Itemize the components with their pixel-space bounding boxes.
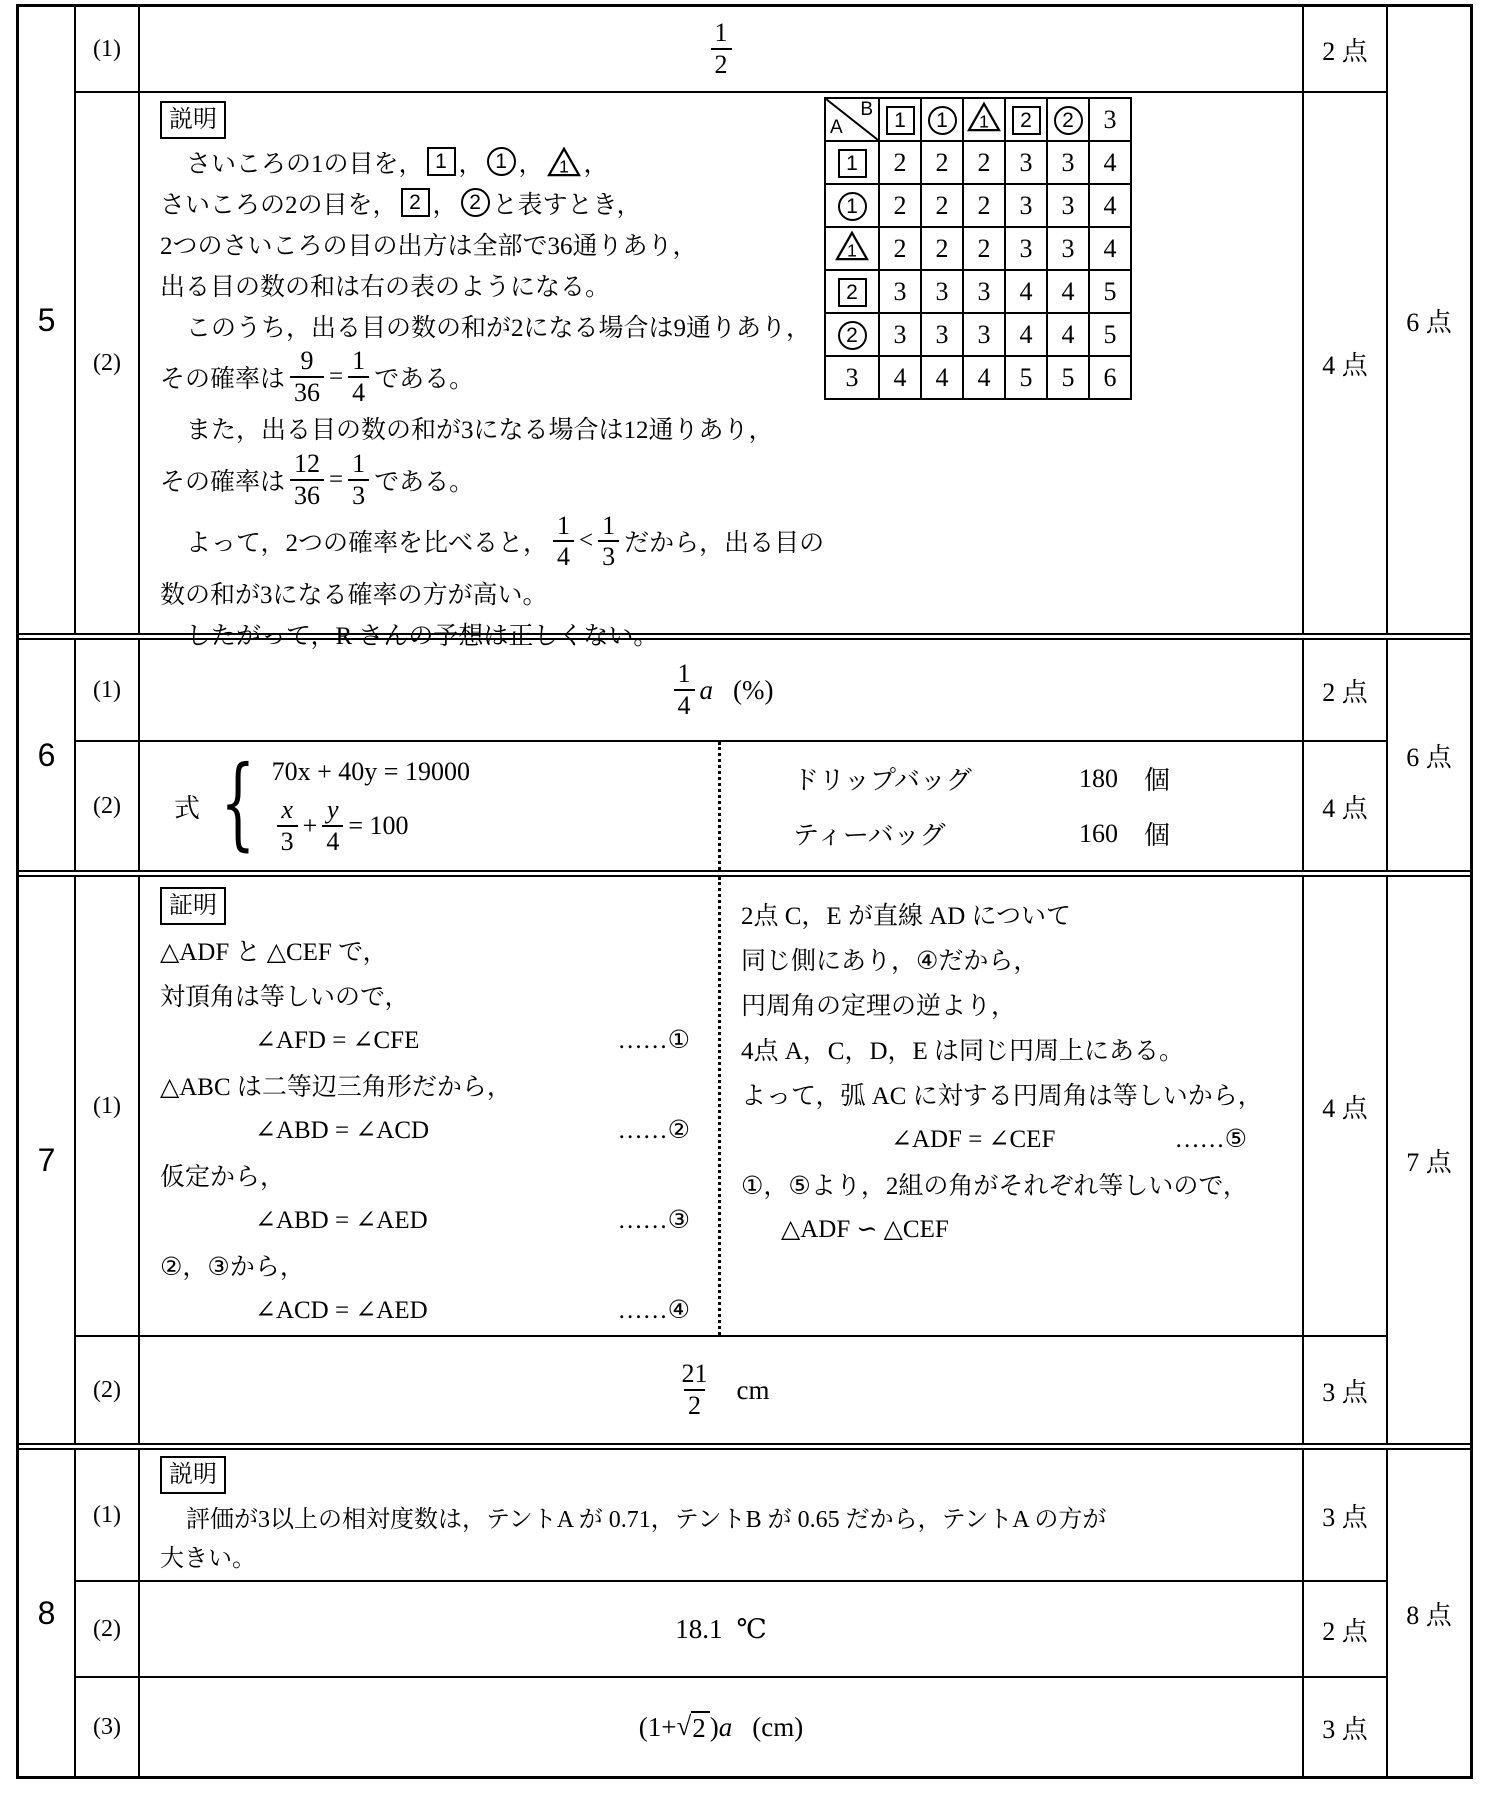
- proof-line: △ADF ∽ △CEF: [781, 1215, 949, 1243]
- dice-value-cell: 3: [921, 270, 963, 313]
- problem-number: 6: [19, 640, 76, 870]
- triangle-1-icon: [547, 146, 581, 177]
- problem-8-part-3-row: [76, 1676, 1386, 1776]
- dice-header-cell: [921, 98, 963, 141]
- dice-header-cell: 3: [1089, 98, 1131, 141]
- boxed-2-icon: 2: [401, 188, 430, 217]
- dice-value-cell: 4: [879, 356, 921, 399]
- unit-label: (%): [733, 674, 774, 705]
- dice-value-cell: 5: [1089, 313, 1131, 356]
- part-label: (1): [76, 1450, 140, 1580]
- dice-value-cell: 3: [1047, 227, 1089, 270]
- problem-5-part-2-row: [76, 91, 1386, 650]
- dice-value-cell: 3: [963, 270, 1005, 313]
- proof-line: 4点 A，C，D，E は同じ円周上にある。: [741, 1037, 1185, 1065]
- text-line: その確率は $\frac{12}{36}$ = $\frac{1}{3}$ である。: [160, 448, 475, 510]
- answer-pair: ティーバッグ 160 個: [793, 818, 1171, 850]
- text-line: 大きい。: [160, 1545, 256, 1572]
- equation-line: $\frac{x}{3}$ + $\frac{y}{4}$ = 100: [272, 795, 470, 857]
- proof-line: よって，弧 AC に対する円周角は等しいから，: [741, 1082, 1263, 1110]
- dice-value-cell: 3: [879, 270, 921, 313]
- dice-header-cell: [1047, 98, 1089, 141]
- points-cell: 2 点: [1302, 640, 1386, 740]
- dice-value-cell: 4: [1005, 270, 1047, 313]
- points-cell: 3 点: [1302, 1678, 1386, 1776]
- dice-row-header: [825, 313, 879, 356]
- dice-value-cell: 2: [879, 141, 921, 184]
- equation-ref: ……⑤: [1174, 1125, 1247, 1153]
- circled-2-icon: 2: [838, 321, 867, 350]
- boxed-1-icon: 1: [838, 149, 867, 178]
- part-label: (2): [76, 1337, 140, 1443]
- dice-value-cell: 4: [1047, 270, 1089, 313]
- boxed-2-icon: 2: [838, 278, 867, 307]
- fraction: $\frac{12}{36}$: [290, 449, 324, 511]
- dice-value-cell: 3: [1047, 141, 1089, 184]
- equation-line: ∠ACD = ∠AED ……④: [160, 1287, 718, 1332]
- dice-value-cell: 4: [1005, 313, 1047, 356]
- problem-5-main: [76, 7, 1386, 650]
- brace-icon: {: [220, 743, 256, 861]
- equation-line: ∠ABD = ∠AED ……③: [160, 1197, 718, 1242]
- square-root: √ 2: [676, 1711, 709, 1744]
- svg-text:1: 1: [979, 110, 989, 131]
- triangle-1-icon: [835, 230, 869, 261]
- equation-line: ∠AFD = ∠CFE ……①: [160, 1017, 718, 1062]
- fraction: $\frac{1}{2}$: [711, 18, 732, 80]
- dice-row: [825, 141, 1131, 184]
- problem-7-main: [76, 877, 1386, 1443]
- proof-right-column: [721, 877, 1302, 1335]
- answer-value: 18.1: [675, 1613, 723, 1644]
- dice-row: [825, 270, 1131, 313]
- text-line: 出る目の数の和は右の表のようになる。: [160, 273, 611, 301]
- proof-line: 2点 C，E が直線 AD について: [741, 902, 1072, 930]
- answer-cell: (1+ √ 2 ) a (cm): [638, 1710, 804, 1743]
- dice-value-cell: 3: [1047, 184, 1089, 227]
- problem-7-part-2-row: [76, 1335, 1386, 1443]
- part-label: (1): [76, 640, 140, 740]
- equation-ref: ……③: [617, 1206, 690, 1234]
- problem-8-block: [19, 1443, 1470, 1776]
- answer-cell: [140, 1582, 1302, 1676]
- dice-row-header: 3: [825, 356, 879, 399]
- problem-number: 8: [19, 1450, 76, 1776]
- problem-6-main: [76, 640, 1386, 870]
- problem-5-block: [19, 7, 1470, 650]
- answer-pair: ドリップバッグ 180 個: [793, 763, 1171, 795]
- proof-tag: 証明: [160, 887, 226, 925]
- equation-label: 式: [174, 793, 201, 823]
- dice-axis-b-label: B: [860, 99, 873, 120]
- text-line: よって，2つの確率を比べると， $\frac{1}{4}$ < $\frac{1}{3}$ だから，出る目の: [186, 510, 825, 572]
- problem-8-part-1-row: [76, 1450, 1386, 1580]
- variable: a: [699, 674, 713, 705]
- text-line: また，出る目の数の和が3になる場合は12通りあり，: [186, 417, 774, 445]
- dice-value-cell: 5: [1047, 356, 1089, 399]
- dice-corner-cell: [825, 98, 879, 141]
- part-label: (3): [76, 1678, 140, 1776]
- text-line: したがって，R さんの予想は正しくない。: [186, 622, 659, 650]
- fraction: $\frac{1}{3}$: [348, 449, 369, 511]
- problem-6-block: [19, 633, 1470, 870]
- dice-value-cell: 4: [963, 356, 1005, 399]
- dice-row-header: [825, 184, 879, 227]
- proof-line: 円周角の定理の逆より，: [741, 992, 1017, 1020]
- proof-line: ①，⑤より，2組の角がそれぞれ等しいので，: [741, 1172, 1248, 1200]
- dice-row: [825, 356, 1131, 399]
- equation-ref: ……②: [617, 1116, 690, 1144]
- dice-value-cell: 2: [963, 227, 1005, 270]
- problem-7-block: [19, 870, 1470, 1443]
- variable: a: [718, 1711, 733, 1742]
- part-label: (2): [76, 93, 140, 633]
- points-cell: 4 点: [1302, 93, 1386, 633]
- dice-value-cell: 4: [1089, 141, 1131, 184]
- circled-2-icon: 2: [461, 188, 490, 217]
- equation-ref: ……①: [617, 1026, 690, 1054]
- dice-value-cell: 2: [921, 141, 963, 184]
- triangle-1-icon: [967, 101, 1001, 132]
- problem-number: 5: [19, 7, 76, 633]
- proof-left-column: [140, 877, 721, 1335]
- dice-sum-table: [824, 97, 1132, 400]
- fraction: $\frac{y}{4}$: [322, 795, 343, 857]
- dice-value-cell: 2: [963, 184, 1005, 227]
- circled-1-icon: 1: [487, 147, 516, 176]
- text-line: 2つのさいころの目の出方は全部で36通りあり，: [160, 232, 698, 260]
- dice-value-cell: 2: [879, 227, 921, 270]
- dice-value-cell: 4: [1089, 227, 1131, 270]
- answer-cell: [140, 7, 1302, 91]
- dice-header-cell: [963, 98, 1005, 141]
- boxed-2-icon: 2: [1012, 106, 1041, 135]
- total-points-cell: 7 点: [1386, 877, 1470, 1443]
- dice-value-cell: 3: [1005, 141, 1047, 184]
- problem-number: 7: [19, 877, 76, 1443]
- answer-cell: [140, 640, 1302, 740]
- text-line: このうち，出る目の数の和が2になる場合は9通りあり，: [186, 314, 812, 342]
- fraction: $\frac{1}{4}$: [348, 346, 369, 408]
- fraction: $\frac{1}{3}$: [598, 511, 619, 573]
- proof-line: △ADF と △CEF で，: [160, 938, 388, 966]
- fraction: $\frac{x}{3}$: [277, 795, 298, 857]
- dice-value-cell: 2: [963, 141, 1005, 184]
- dice-row: [825, 227, 1131, 270]
- proof-line: 同じ側にあり，④だから，: [741, 947, 1039, 975]
- dice-row: [825, 184, 1131, 227]
- explanation-tag: 説明: [160, 101, 226, 139]
- answer-table: [16, 4, 1473, 1779]
- part-label: (2): [76, 742, 140, 870]
- proof-line: △ABC は二等辺三角形だから，: [160, 1073, 512, 1101]
- dice-header-cell: [1005, 98, 1047, 141]
- text-line: 評価が3以上の相対度数は，テントA が 0.71，テントB が 0.65 だから，テントA の方が: [186, 1506, 1107, 1533]
- fraction: $\frac{1}{4}$: [553, 511, 574, 573]
- answer-cell: [140, 1337, 1302, 1443]
- answer-cell: [140, 877, 1302, 1335]
- proof-line: ②，③から，: [160, 1253, 305, 1281]
- points-cell: 4 点: [1302, 877, 1386, 1335]
- boxed-1-icon: 1: [886, 106, 915, 135]
- equation-system-area: [140, 742, 721, 870]
- unit-label: (cm): [752, 1711, 804, 1742]
- points-cell: 2 点: [1302, 1582, 1386, 1676]
- part-label: (2): [76, 1582, 140, 1676]
- answer-cell: [140, 1450, 1302, 1580]
- problem-6-part-2-row: [76, 740, 1386, 870]
- dice-value-cell: 3: [879, 313, 921, 356]
- circled-1-icon: 1: [838, 192, 867, 221]
- proof-line: 仮定から，: [160, 1163, 286, 1191]
- dice-row-header: [825, 141, 879, 184]
- fraction: $\frac{21}{2}$: [681, 1359, 708, 1420]
- fraction: $\frac{9}{36}$: [290, 346, 324, 408]
- problem-8-main: [76, 1450, 1386, 1776]
- dice-row-header: [825, 227, 879, 270]
- text-line: その確率は $\frac{9}{36}$ = $\frac{1}{4}$ である。: [160, 346, 475, 407]
- svg-text:1: 1: [558, 156, 569, 177]
- equation-line: 70x + 40y = 19000: [271, 757, 470, 787]
- dice-value-cell: 4: [1089, 184, 1131, 227]
- dice-value-cell: 2: [921, 184, 963, 227]
- dice-header-cell: [879, 98, 921, 141]
- svg-text:1: 1: [847, 239, 857, 260]
- equation-line: ∠ABD = ∠ACD ……②: [160, 1107, 718, 1152]
- dice-value-cell: 3: [1005, 184, 1047, 227]
- dice-value-cell: 3: [1005, 227, 1047, 270]
- dice-value-cell: 6: [1089, 356, 1131, 399]
- points-cell: 3 点: [1302, 1337, 1386, 1443]
- fraction: $\frac{1}{4}$: [674, 659, 695, 721]
- boxed-1-icon: 1: [427, 147, 456, 176]
- dice-value-cell: 3: [963, 313, 1005, 356]
- dice-value-cell: 4: [921, 356, 963, 399]
- dice-value-cell: 5: [1089, 270, 1131, 313]
- dice-axis-a-label: A: [830, 117, 843, 138]
- points-cell: 4 点: [1302, 742, 1386, 870]
- dice-row-header: [825, 270, 879, 313]
- unit-label: ℃: [736, 1613, 767, 1644]
- points-cell: 3 点: [1302, 1450, 1386, 1580]
- dice-value-cell: 3: [921, 313, 963, 356]
- dice-value-cell: 2: [921, 227, 963, 270]
- dice-row: [825, 313, 1131, 356]
- quantity-answer-area: [721, 742, 1302, 870]
- unit-label: cm: [736, 1374, 770, 1405]
- problem-7-part-1-row: [76, 877, 1386, 1335]
- explanation-tag: 説明: [160, 1456, 226, 1494]
- problem-5-part-1-row: [76, 7, 1386, 91]
- proof-line: 対頂角は等しいので，: [160, 983, 410, 1011]
- total-points-cell: 6 点: [1386, 640, 1470, 870]
- equation-line: ∠ADF = ∠CEF ……⑤: [741, 1116, 1302, 1161]
- problem-6-part-1-row: [76, 640, 1386, 740]
- text-line: 数の和が3になる確率の方が高い。: [160, 581, 548, 609]
- answer-cell: [140, 742, 1302, 870]
- points-cell: 2 点: [1302, 7, 1386, 91]
- circled-2-icon: 2: [1054, 106, 1083, 135]
- dice-value-cell: 4: [1047, 313, 1089, 356]
- dice-value-cell: 2: [879, 184, 921, 227]
- answer-cell: [140, 93, 1302, 650]
- part-label: (1): [76, 877, 140, 1335]
- total-points-cell: 8 点: [1386, 1450, 1470, 1776]
- circled-1-icon: 1: [928, 106, 957, 135]
- text-line: さいころの2の目を， 2 ， 2 と表すとき，: [160, 182, 1302, 223]
- problem-8-part-2-row: [76, 1580, 1386, 1676]
- total-points-cell: 6 点: [1386, 7, 1470, 633]
- part-label: (1): [76, 7, 140, 91]
- text-line: さいころの1の目を， 1 ， 1 ， 1 ，: [160, 141, 1302, 182]
- equation-ref: ……④: [617, 1296, 690, 1324]
- dice-value-cell: 5: [1005, 356, 1047, 399]
